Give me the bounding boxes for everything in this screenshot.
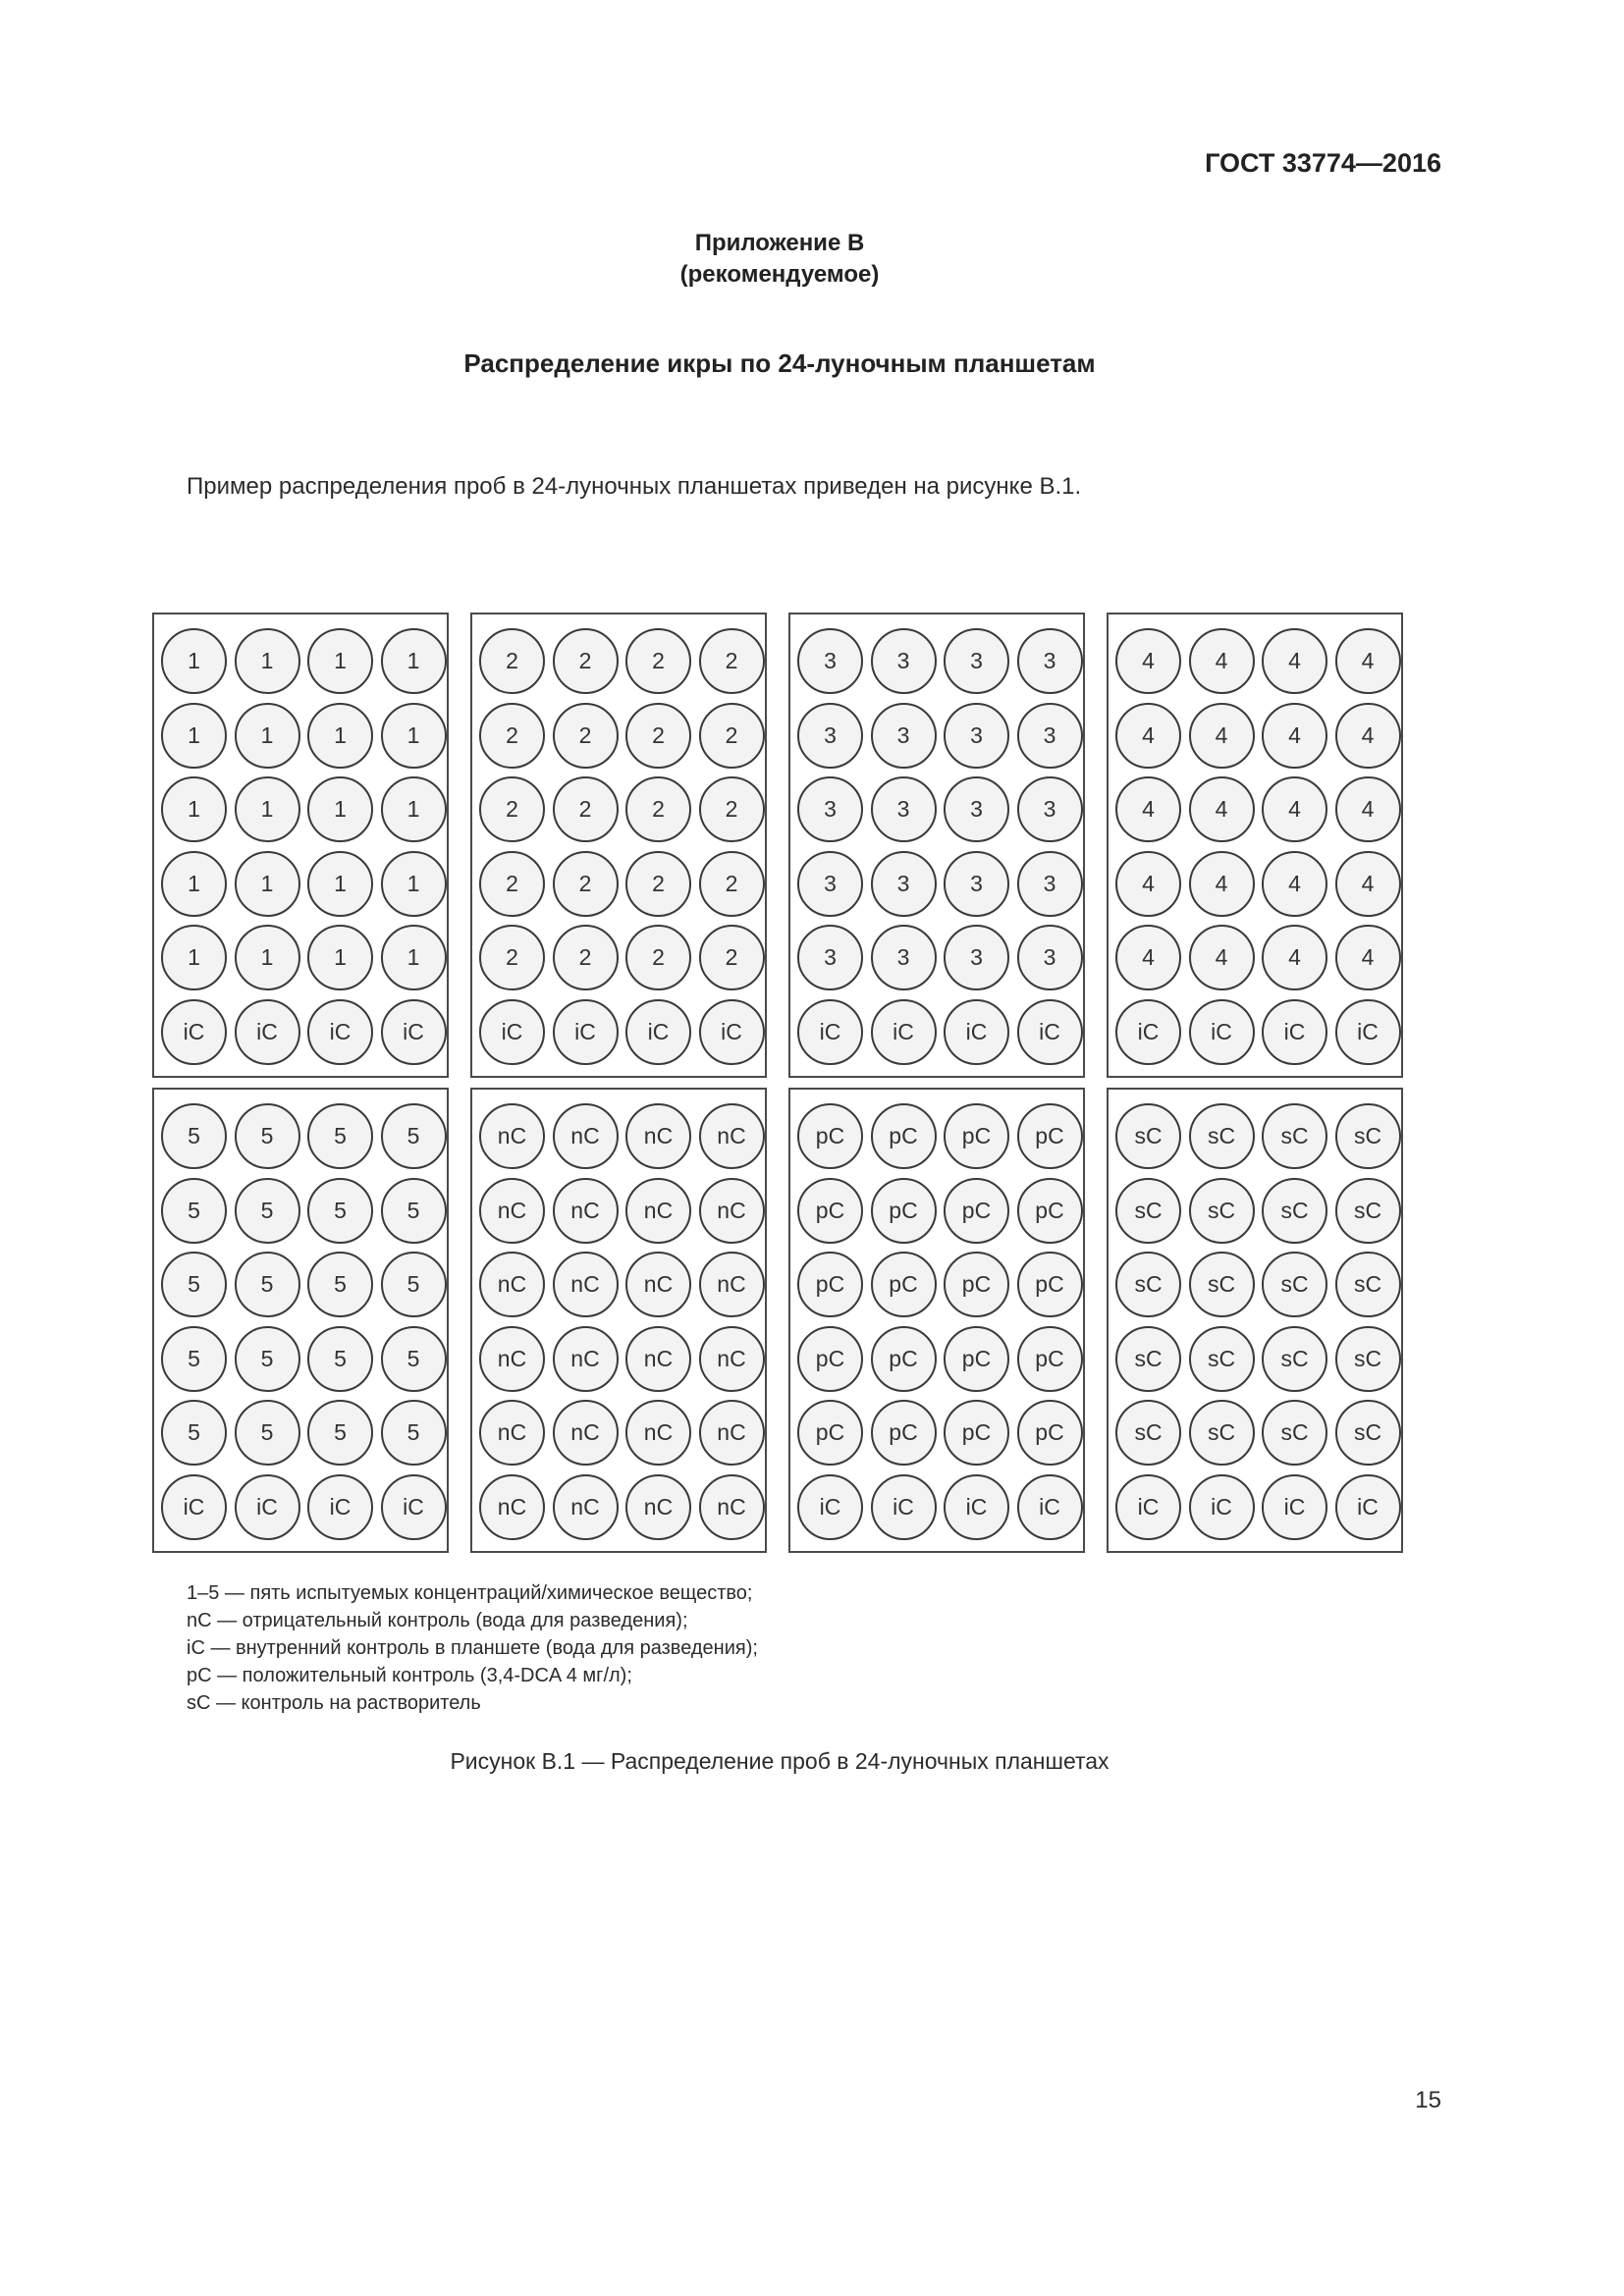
well: nC	[625, 1252, 691, 1317]
well: iC	[1017, 1474, 1083, 1540]
well: nC	[553, 1474, 619, 1540]
well: sC	[1189, 1252, 1255, 1317]
well: iC	[553, 999, 619, 1065]
well: iC	[307, 999, 373, 1065]
well: 4	[1189, 628, 1255, 694]
well: pC	[797, 1252, 863, 1317]
well: 4	[1115, 628, 1181, 694]
well: 2	[479, 925, 545, 990]
well: 2	[479, 703, 545, 769]
well: iC	[944, 1474, 1009, 1540]
well: 5	[235, 1326, 300, 1392]
well: pC	[944, 1400, 1009, 1466]
well: iC	[161, 999, 227, 1065]
well: 3	[871, 628, 937, 694]
well: sC	[1262, 1103, 1327, 1169]
well: 4	[1115, 776, 1181, 842]
well: 3	[944, 776, 1009, 842]
intro-paragraph: Пример распределения проб в 24-луночных планшетах приведен на рисунке В.1.	[187, 473, 1082, 500]
well: iC	[1115, 1474, 1181, 1540]
well: 5	[307, 1400, 373, 1466]
well: nC	[625, 1103, 691, 1169]
well: sC	[1189, 1400, 1255, 1466]
well: 4	[1335, 925, 1401, 990]
well: nC	[625, 1400, 691, 1466]
well: pC	[797, 1400, 863, 1466]
well: nC	[553, 1103, 619, 1169]
well: iC	[161, 1474, 227, 1540]
well: 2	[553, 776, 619, 842]
well: pC	[871, 1103, 937, 1169]
well: 4	[1335, 776, 1401, 842]
legend-item: sC — контроль на растворитель	[187, 1692, 481, 1714]
well: 2	[699, 851, 765, 917]
well: sC	[1189, 1326, 1255, 1392]
well: 5	[381, 1326, 447, 1392]
well: nC	[699, 1400, 765, 1466]
well: 2	[625, 925, 691, 990]
well: nC	[479, 1474, 545, 1540]
well: iC	[235, 999, 300, 1065]
well: 5	[307, 1178, 373, 1244]
well: sC	[1262, 1400, 1327, 1466]
well: 1	[307, 925, 373, 990]
well: 2	[699, 776, 765, 842]
well: pC	[944, 1103, 1009, 1169]
well: 4	[1115, 851, 1181, 917]
plate-7	[788, 1088, 1085, 1553]
well: 1	[381, 776, 447, 842]
well: 5	[161, 1178, 227, 1244]
well: nC	[699, 1103, 765, 1169]
well: iC	[797, 999, 863, 1065]
well: 2	[625, 703, 691, 769]
plate-4	[1107, 613, 1403, 1078]
plate-1	[152, 613, 449, 1078]
well: 3	[944, 703, 1009, 769]
well: pC	[871, 1326, 937, 1392]
figure-legend	[187, 1579, 758, 1717]
well: 3	[797, 628, 863, 694]
well: 5	[235, 1252, 300, 1317]
well: 1	[161, 703, 227, 769]
well: 2	[625, 628, 691, 694]
well: pC	[1017, 1400, 1083, 1466]
well: 4	[1189, 776, 1255, 842]
well: 2	[625, 851, 691, 917]
well: sC	[1115, 1252, 1181, 1317]
plates-figure	[152, 613, 1409, 1553]
well: pC	[871, 1252, 937, 1317]
well: 4	[1262, 628, 1327, 694]
well: iC	[1189, 1474, 1255, 1540]
well: nC	[625, 1474, 691, 1540]
well: 3	[871, 776, 937, 842]
well: 3	[1017, 925, 1083, 990]
well: pC	[797, 1178, 863, 1244]
well: nC	[553, 1326, 619, 1392]
well: 3	[944, 628, 1009, 694]
well: 4	[1335, 851, 1401, 917]
well: sC	[1115, 1400, 1181, 1466]
well: nC	[625, 1178, 691, 1244]
well: 4	[1189, 851, 1255, 917]
well: iC	[625, 999, 691, 1065]
well: 4	[1335, 628, 1401, 694]
well: 3	[797, 776, 863, 842]
well: 3	[797, 851, 863, 917]
annex-heading	[0, 228, 1559, 291]
well: pC	[1017, 1252, 1083, 1317]
well: iC	[1335, 999, 1401, 1065]
well: sC	[1335, 1178, 1401, 1244]
well: iC	[1335, 1474, 1401, 1540]
well: 5	[161, 1400, 227, 1466]
well: 1	[381, 851, 447, 917]
well: iC	[381, 1474, 447, 1540]
well: 2	[625, 776, 691, 842]
well: 1	[235, 776, 300, 842]
well: 3	[871, 851, 937, 917]
well: 3	[1017, 776, 1083, 842]
well: 1	[307, 851, 373, 917]
well: nC	[479, 1252, 545, 1317]
well: iC	[235, 1474, 300, 1540]
well: 5	[307, 1252, 373, 1317]
standard-number: ГОСТ 33774—2016	[1205, 148, 1441, 178]
well: 5	[161, 1103, 227, 1169]
legend-item: 1–5 — пять испытуемых концентраций/химическое вещество;	[187, 1582, 753, 1604]
well: sC	[1115, 1103, 1181, 1169]
well: 1	[307, 628, 373, 694]
well: 5	[381, 1178, 447, 1244]
well: iC	[871, 1474, 937, 1540]
well: 1	[235, 703, 300, 769]
well: 5	[235, 1103, 300, 1169]
well: nC	[699, 1178, 765, 1244]
well: sC	[1262, 1326, 1327, 1392]
well: sC	[1335, 1252, 1401, 1317]
well: 3	[1017, 628, 1083, 694]
well: sC	[1262, 1252, 1327, 1317]
well: sC	[1189, 1178, 1255, 1244]
well: iC	[1262, 1474, 1327, 1540]
legend-item: iC — внутренний контроль в планшете (вода для разведения);	[187, 1637, 758, 1659]
well: iC	[1017, 999, 1083, 1065]
well: iC	[479, 999, 545, 1065]
well: sC	[1335, 1326, 1401, 1392]
well: 3	[944, 851, 1009, 917]
well: pC	[944, 1326, 1009, 1392]
well: sC	[1115, 1178, 1181, 1244]
well: 4	[1115, 925, 1181, 990]
well: 2	[699, 703, 765, 769]
well: 4	[1262, 851, 1327, 917]
legend-item: nC — отрицательный контроль (вода для разведения);	[187, 1610, 688, 1631]
well: iC	[381, 999, 447, 1065]
well: nC	[479, 1400, 545, 1466]
well: 1	[161, 776, 227, 842]
well: 1	[381, 703, 447, 769]
well: 3	[797, 703, 863, 769]
well: iC	[699, 999, 765, 1065]
well: 3	[1017, 851, 1083, 917]
well: pC	[1017, 1326, 1083, 1392]
well: 1	[161, 628, 227, 694]
well: 1	[235, 925, 300, 990]
well: sC	[1115, 1326, 1181, 1392]
well: nC	[479, 1178, 545, 1244]
well: 1	[161, 851, 227, 917]
well: 3	[1017, 703, 1083, 769]
well: sC	[1335, 1103, 1401, 1169]
well: 3	[797, 925, 863, 990]
well: iC	[1189, 999, 1255, 1065]
well: 2	[553, 851, 619, 917]
well: 2	[553, 703, 619, 769]
well: nC	[479, 1103, 545, 1169]
well: pC	[797, 1103, 863, 1169]
plate-5	[152, 1088, 449, 1553]
well: 2	[699, 628, 765, 694]
well: nC	[625, 1326, 691, 1392]
well: 4	[1262, 776, 1327, 842]
well: 4	[1189, 703, 1255, 769]
well: iC	[307, 1474, 373, 1540]
well: 1	[235, 851, 300, 917]
annex-status: (рекомендуемое)	[679, 261, 880, 288]
well: 1	[307, 703, 373, 769]
plate-6	[470, 1088, 767, 1553]
well: iC	[797, 1474, 863, 1540]
annex-title: Приложение В	[694, 230, 865, 256]
well: iC	[871, 999, 937, 1065]
well: sC	[1335, 1400, 1401, 1466]
well: 5	[381, 1400, 447, 1466]
well: pC	[871, 1178, 937, 1244]
well: 5	[307, 1326, 373, 1392]
well: 1	[307, 776, 373, 842]
well: 1	[381, 628, 447, 694]
legend-item: pC — положительный контроль (3,4-DCA 4 мг/л);	[187, 1665, 632, 1686]
well: 5	[235, 1400, 300, 1466]
well: 3	[944, 925, 1009, 990]
well: nC	[699, 1252, 765, 1317]
well: 1	[161, 925, 227, 990]
well: sC	[1262, 1178, 1327, 1244]
well: sC	[1189, 1103, 1255, 1169]
well: nC	[553, 1400, 619, 1466]
well: nC	[699, 1474, 765, 1540]
well: iC	[1115, 999, 1181, 1065]
well: 5	[161, 1252, 227, 1317]
well: iC	[944, 999, 1009, 1065]
well: iC	[1262, 999, 1327, 1065]
well: 3	[871, 703, 937, 769]
well: pC	[1017, 1103, 1083, 1169]
well: 4	[1189, 925, 1255, 990]
well: 2	[479, 628, 545, 694]
well: 2	[553, 925, 619, 990]
well: pC	[1017, 1178, 1083, 1244]
well: 4	[1262, 703, 1327, 769]
well: 1	[381, 925, 447, 990]
well: 4	[1335, 703, 1401, 769]
well: 2	[699, 925, 765, 990]
well: 5	[161, 1326, 227, 1392]
well: pC	[871, 1400, 937, 1466]
plate-3	[788, 613, 1085, 1078]
well: 4	[1262, 925, 1327, 990]
well: 2	[479, 851, 545, 917]
plate-8	[1107, 1088, 1403, 1553]
well: 2	[479, 776, 545, 842]
page-number: 15	[1415, 2087, 1441, 2113]
well: nC	[553, 1252, 619, 1317]
well: 4	[1115, 703, 1181, 769]
figure-caption: Рисунок В.1 — Распределение проб в 24-луночных планшетах	[450, 1748, 1110, 1774]
well: pC	[797, 1326, 863, 1392]
well: 5	[307, 1103, 373, 1169]
well: pC	[944, 1252, 1009, 1317]
well: 2	[553, 628, 619, 694]
well: 3	[871, 925, 937, 990]
well: nC	[553, 1178, 619, 1244]
well: pC	[944, 1178, 1009, 1244]
well: nC	[479, 1326, 545, 1392]
well: 1	[235, 628, 300, 694]
well: 5	[381, 1252, 447, 1317]
well: 5	[235, 1178, 300, 1244]
well: 5	[381, 1103, 447, 1169]
plate-2	[470, 613, 767, 1078]
well: nC	[699, 1326, 765, 1392]
section-title: Распределение икры по 24-луночным планшетам	[463, 348, 1096, 378]
